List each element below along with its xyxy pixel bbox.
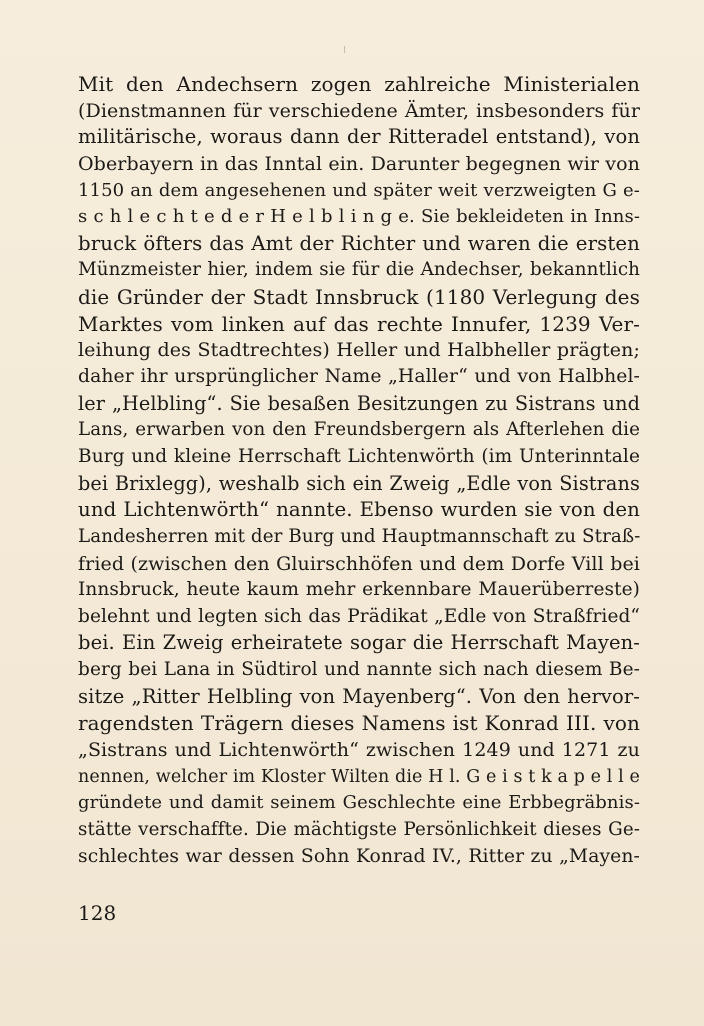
text-line: daher ihr ursprünglicher Name „Haller“ und von Halbhel- — [78, 366, 640, 388]
text-line: bei. Ein Zweig erheiratete sogar die Herrschaft Mayen- — [78, 631, 640, 655]
text-line: gründete und damit seinem Geschlechte eine Erbbegräbnis- — [78, 792, 640, 814]
text-line: Marktes vom linken auf das rechte Innufer, 1239 Ver- — [78, 311, 640, 336]
body-text — [78, 71, 640, 870]
text-line: leihung des Stadtrechtes) Heller und Halbheller prägten; — [78, 339, 640, 362]
text-line: militärische, woraus dann der Ritteradel entstand), von — [78, 125, 640, 149]
text-line: Lans, erwarben von den Freundsbergern als Afterlehen die — [78, 419, 640, 441]
text-line: fried (zwischen den Gluirschhöfen und dem Dorfe Vill bei — [78, 552, 640, 575]
text-line: ler „Helbling“. Sie besaßen Besitzungen zu Sistrans und — [78, 391, 640, 415]
text-line: bruck öfters das Amt der Richter und waren die ersten — [78, 231, 640, 255]
text-line: (Dienstmannen für verschiedene Ämter, insbesonders für — [78, 99, 640, 122]
text-line: ragendsten Trägern dieses Namens ist Konrad III. von — [78, 711, 640, 736]
page-number: 128 — [78, 901, 117, 925]
text-line: und Lichtenwörth“ nannte. Ebenso wurden sie von den — [78, 498, 640, 522]
text-line: die Gründer der Stadt Innsbruck (1180 Verlegung des — [78, 285, 640, 310]
text-line: nennen, welcher im Kloster Wilten die H l. G e i s t k a p e l l e — [78, 766, 640, 787]
text-line: Münzmeister hier, indem sie für die Andechser, bekanntlich — [78, 259, 640, 281]
text-line: berg bei Lana in Südtirol und nannte sich nach diesem Be- — [78, 659, 640, 681]
text-line: bei Brixlegg), weshalb sich ein Zweig „Edle von Sistrans — [78, 471, 640, 495]
text-line: Burg und kleine Herrschaft Lichtenwörth (im Unterinntale — [78, 445, 640, 467]
text-line: s c h l e c h t e d e r H e l b l i n g e. Sie bekleideten in Inns- — [78, 206, 640, 228]
text-line: „Sistrans und Lichtenwörth“ zwischen 1249 und 1271 zu — [78, 739, 640, 762]
text-line: Oberbayern in das Inntal ein. Darunter begegnen wir von — [78, 152, 640, 175]
text-line: Mit den Andechsern zogen zahlreiche Ministerialen — [78, 72, 640, 96]
text-line: Landesherren mit der Burg und Hauptmannschaft zu Straß- — [78, 525, 640, 547]
text-line: belehnt und legten sich das Prädikat „Edle von Straßfried“ — [78, 605, 640, 627]
paper-speck — [344, 46, 345, 53]
text-line: Innsbruck, heute kaum mehr erkennbare Mauerüberreste) — [78, 579, 640, 601]
text-line: 1150 an dem angesehenen und später weit verzweigten G e- — [78, 179, 640, 201]
text-line: stätte verschaffte. Die mächtigste Persönlichkeit dieses Ge- — [78, 818, 640, 840]
text-line: schlechtes war dessen Sohn Konrad IV., Ritter zu „Mayen- — [78, 845, 640, 867]
text-line: sitze „Ritter Helbling von Mayenberg“. Von den hervor- — [78, 684, 640, 708]
